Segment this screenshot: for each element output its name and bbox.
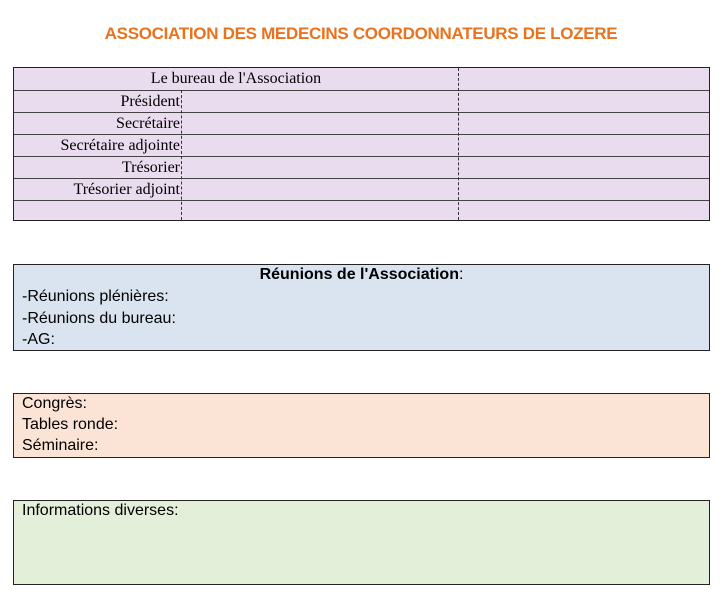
row-label-president: Président [120,93,180,110]
row-label-secretaire-adjointe: Secrétaire adjointe [60,137,180,154]
events-item: Congrès: [22,395,87,412]
infos-box [13,500,710,585]
events-item: Séminaire: [22,437,99,454]
events-item: Tables ronde: [22,416,119,433]
reunions-heading-text: Réunions de l'Association [259,266,459,283]
reunions-box [13,264,710,351]
reunions-heading [14,266,709,284]
reunions-item: -AG: [22,331,55,348]
column-divider [458,68,459,220]
column-divider [181,90,182,220]
table-row [14,178,709,200]
reunions-item: -Réunions du bureau: [22,310,176,327]
bureau-table [13,67,710,221]
row-label-tresorier: Trésorier [121,159,180,176]
events-box [13,393,710,458]
table-row [14,156,709,178]
reunions-heading-suffix: : [458,266,464,283]
document-title: ASSOCIATION DES MEDECINS COORDONNATEURS DE LOZERE [104,24,618,43]
table-row [14,90,709,112]
row-label-empty [14,201,180,222]
table-row [14,112,709,134]
bureau-header-row [14,68,709,90]
row-label-secretaire: Secrétaire [116,115,180,132]
table-row [14,200,709,222]
bureau-header: Le bureau de l'Association [150,70,322,87]
row-label-tresorier-adjoint: Trésorier adjoint [73,181,180,198]
reunions-item: -Réunions plénières: [22,288,169,305]
infos-label: Informations diverses: [22,502,179,519]
table-row [14,134,709,156]
